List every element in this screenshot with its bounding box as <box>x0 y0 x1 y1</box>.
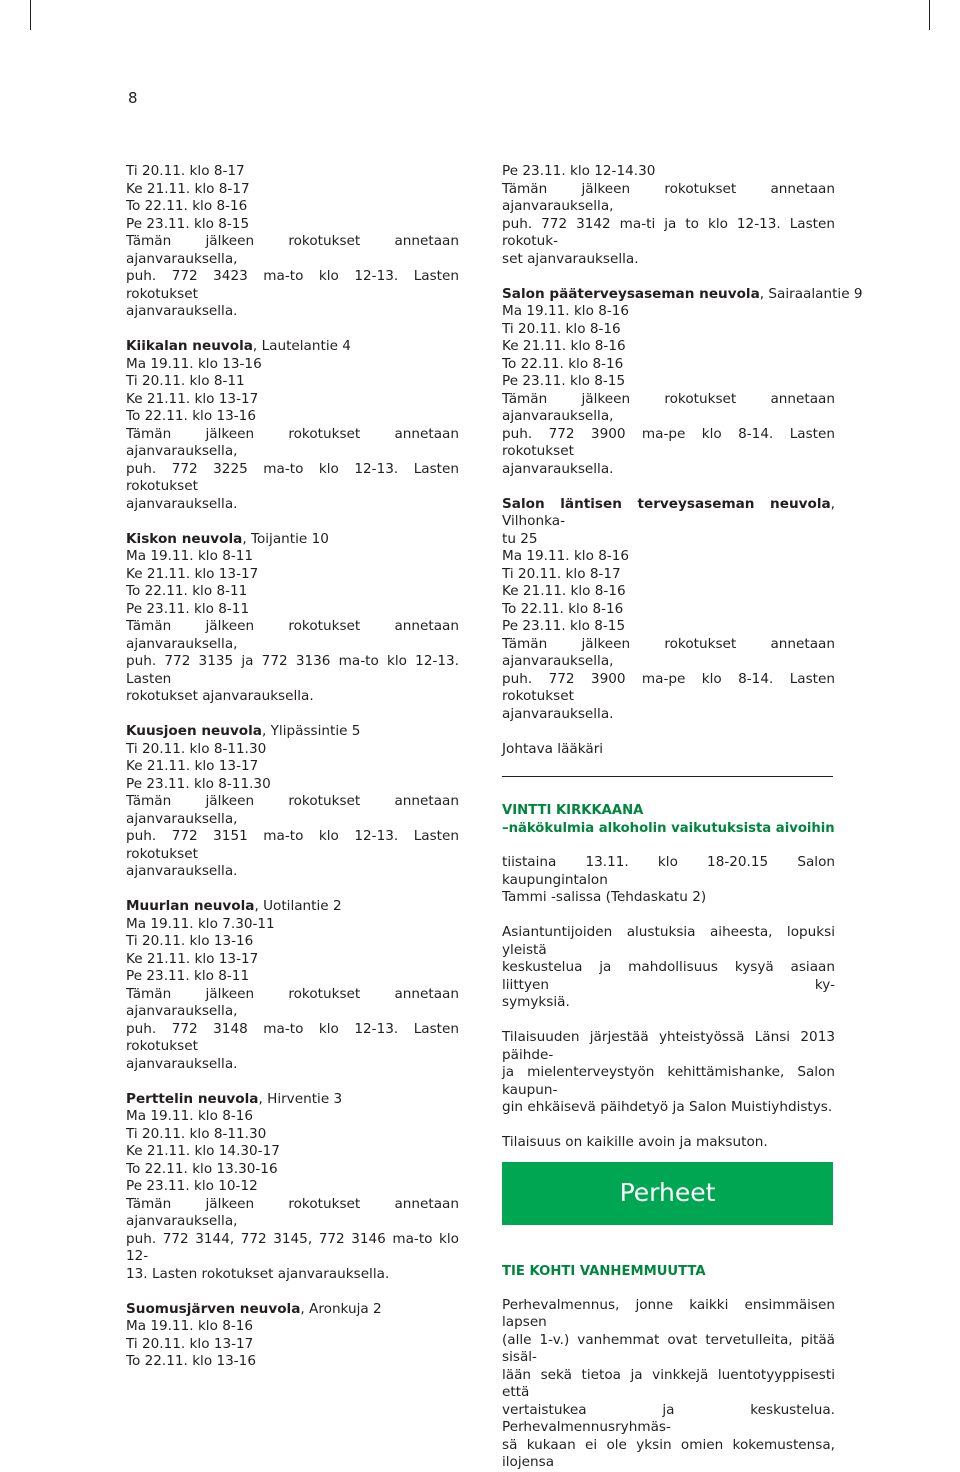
schedule-line: Ke 21.11. klo 13-17 <box>126 758 259 774</box>
paragraph-line: Tilaisuus on kaikille avoin ja maksuton. <box>502 1134 768 1150</box>
crop-mark-top-right <box>929 0 930 30</box>
schedule-line: Ti 20.11. klo 8-11.30 <box>126 1125 267 1142</box>
schedule-line: Ma 19.11. klo 7.30-11 <box>126 915 275 932</box>
clinic-name: Kuusjoen neuvola <box>126 723 262 739</box>
clinic-name: Muurlan neuvola <box>126 898 255 914</box>
schedule-line: Ke 21.11. klo 8-17 <box>126 180 250 197</box>
clinic-name: Kiikalan neuvola <box>126 338 253 354</box>
clinic-heading <box>502 496 835 531</box>
schedule-line: puh. 772 3225 ma-to klo 12-13. Lasten rokotukset <box>126 460 459 494</box>
schedule-line: puh. 772 3423 ma-to klo 12-13. Lasten rokotukset <box>126 268 459 302</box>
schedule-line: Pe 23.11. klo 8-11 <box>126 968 250 984</box>
left-column <box>126 163 459 1388</box>
signature-title: Johtava lääkäri <box>502 740 604 757</box>
schedule-line: puh. 772 3900 ma-pe klo 8-14. Lasten rokotukset <box>502 425 835 459</box>
clinic-address: , Toijantie 10 <box>242 530 329 547</box>
clinic-name: Salon läntisen terveysaseman neuvola <box>502 495 831 512</box>
section-banner: Perheet <box>502 1162 833 1225</box>
paragraph-line: sä kukaan ei ole yksin omien kokemustensa, ilojensa <box>502 1436 835 1470</box>
schedule-block-intro <box>126 163 459 321</box>
schedule-line: Ti 20.11. klo 8-11 <box>126 373 245 389</box>
clinic-address: , Hirventie 3 <box>258 1090 343 1107</box>
schedule-line: Pe 23.11. klo 12-14.30 <box>502 163 656 179</box>
schedule-line: Ti 20.11. klo 13-17 <box>126 1335 254 1352</box>
paragraph-line: (alle 1-v.) vanhemmat ovat tervetulleita, pitää sisäl- <box>502 1331 835 1365</box>
paragraph-line: Perhevalmennus, jonne kaikki ensimmäisen lapsen <box>502 1296 835 1330</box>
schedule-line: Ke 21.11. klo 13-17 <box>126 950 259 967</box>
clinic-salon-lantinen <box>502 496 835 724</box>
schedule-line: Ma 19.11. klo 8-16 <box>502 548 630 564</box>
clinic-address: , Ylipässintie 5 <box>261 723 361 739</box>
clinic-muurla <box>126 898 459 1073</box>
clinic-address-continued: tu 25 <box>502 530 538 547</box>
schedule-line: ajanvarauksella. <box>126 1055 238 1072</box>
schedule-line: Pe 23.11. klo 8-15 <box>502 618 626 634</box>
schedule-line: Tämän jälkeen rokotukset annetaan ajanvarauksella, <box>126 985 459 1019</box>
paragraph-line: Asiantuntijoiden alustuksia aiheesta, lopuksi yleistä <box>502 924 835 958</box>
right-column <box>502 163 863 1472</box>
paragraph-line: Tammi -salissa (Tehdaskatu 2) <box>502 889 707 905</box>
schedule-line: Tämän jälkeen rokotukset annetaan ajanvarauksella, <box>126 793 459 827</box>
paragraph-line: lään sekä tietoa ja vinkkejä luentotyyppisesti että <box>502 1366 835 1400</box>
crop-mark-top-left <box>30 0 31 30</box>
schedule-line: puh. 772 3144, 772 3145, 772 3146 ma-to klo 12- <box>126 1230 459 1264</box>
clinic-name: Kiskon neuvola <box>126 530 243 547</box>
paragraph-line: ja mielenterveystyön kehittämishanke, Salon kaupun- <box>502 1064 835 1098</box>
schedule-line: Ke 21.11. klo 8-16 <box>502 338 626 354</box>
schedule-line: ajanvarauksella. <box>502 705 614 722</box>
schedule-line: puh. 772 3900 ma-pe klo 8-14. Lasten rokotukset <box>502 670 835 704</box>
clinic-name: Perttelin neuvola <box>126 1090 259 1107</box>
schedule-line: set ajanvarauksella. <box>502 250 639 267</box>
schedule-line: Pe 23.11. klo 8-11 <box>126 600 250 617</box>
paragraph-line: tiistaina 13.11. klo 18-20.15 Salon kaupungintalon <box>502 854 835 888</box>
schedule-line: Ma 19.11. klo 8-11 <box>126 548 254 564</box>
schedule-line: Ke 21.11. klo 13-17 <box>126 390 259 407</box>
clinic-heading <box>126 1301 459 1319</box>
schedule-line: Ti 20.11. klo 8-17 <box>126 163 245 179</box>
schedule-line: ajanvarauksella. <box>126 303 238 319</box>
signature-line <box>502 776 833 777</box>
paragraph-line: vertaistukea ja keskustelua. Perhevalmennusryhmäs- <box>502 1401 835 1435</box>
schedule-line: Ti 20.11. klo 8-16 <box>502 320 621 337</box>
event-paragraph <box>502 924 835 1012</box>
schedule-line: Ke 21.11. klo 13-17 <box>126 565 259 582</box>
clinic-address: , Sairaalantie 9 <box>759 285 863 302</box>
schedule-line: ajanvarauksella. <box>126 863 238 879</box>
schedule-line: Ma 19.11. klo 13-16 <box>126 355 262 372</box>
paragraph-line: keskustelua ja mahdollisuus kysyä asiaan liittyen ky- <box>502 959 835 993</box>
schedule-line: puh. 772 3151 ma-to klo 12-13. Lasten rokotukset <box>126 828 459 862</box>
schedule-line: Tämän jälkeen rokotukset annetaan ajanvarauksella, <box>126 1195 459 1229</box>
schedule-line: ajanvarauksella. <box>126 495 238 512</box>
schedule-line: rokotukset ajanvarauksella. <box>126 688 314 704</box>
schedule-line: Tämän jälkeen rokotukset annetaan ajanvarauksella, <box>502 390 835 424</box>
clinic-suomusjarvi <box>126 1301 459 1371</box>
clinic-name: Salon pääterveysaseman neuvola <box>502 285 760 302</box>
schedule-line: To 22.11. klo 13-16 <box>126 408 256 424</box>
section-title: TIE KOHTI VANHEMMUUTTA <box>502 1263 706 1279</box>
schedule-line: Ke 21.11. klo 14.30-17 <box>126 1143 280 1159</box>
schedule-line: To 22.11. klo 13-16 <box>126 1353 256 1369</box>
page-number: 8 <box>128 89 138 107</box>
schedule-line: Ti 20.11. klo 8-11.30 <box>126 740 267 757</box>
schedule-line: Tämän jälkeen rokotukset annetaan ajanvarauksella, <box>126 425 459 459</box>
clinic-address: , Vilhonka- <box>502 495 835 529</box>
schedule-line: To 22.11. klo 13.30-16 <box>126 1160 278 1177</box>
schedule-line: Tämän jälkeen rokotukset annetaan ajanvarauksella, <box>502 180 835 214</box>
event-paragraph <box>502 1029 835 1117</box>
schedule-line: Pe 23.11. klo 10-12 <box>126 1178 258 1194</box>
schedule-line: puh. 772 3148 ma-to klo 12-13. Lasten rokotukset <box>126 1020 459 1054</box>
schedule-line: Ti 20.11. klo 8-17 <box>502 565 621 582</box>
clinic-heading <box>502 285 863 304</box>
schedule-line: puh. 772 3142 ma-ti ja to klo 12-13. Lasten rokotuk- <box>502 215 835 249</box>
clinic-heading <box>126 898 459 916</box>
schedule-line: ajanvarauksella. <box>502 460 614 477</box>
schedule-line: Pe 23.11. klo 8-15 <box>126 215 250 232</box>
clinic-pertteli <box>126 1091 459 1284</box>
clinic-address: , Aronkuja 2 <box>300 1300 382 1317</box>
clinic-address: , Lautelantie 4 <box>252 338 351 354</box>
schedule-line: Ma 19.11. klo 8-16 <box>126 1318 254 1334</box>
schedule-line: puh. 772 3135 ja 772 3136 ma-to klo 12-13. Lasten <box>126 653 459 687</box>
schedule-line: 13. Lasten rokotukset ajanvarauksella. <box>126 1265 390 1282</box>
schedule-line: Ti 20.11. klo 13-16 <box>126 933 254 949</box>
paragraph-line: Tilaisuuden järjestää yhteistyössä Länsi 2013 päihde- <box>502 1029 835 1063</box>
clinic-heading <box>126 338 459 356</box>
paragraph-line: gin ehkäisevä päihdetyö ja Salon Muistiyhdistys. <box>502 1099 833 1115</box>
schedule-line: Ke 21.11. klo 8-16 <box>502 583 626 599</box>
clinic-salon-paaterveysasema <box>502 285 863 479</box>
clinic-heading <box>126 531 459 549</box>
schedule-line: Tämän jälkeen rokotukset annetaan ajanvarauksella, <box>126 233 459 267</box>
schedule-block-continued <box>502 163 835 268</box>
schedule-line: Tämän jälkeen rokotukset annetaan ajanvarauksella, <box>126 618 459 652</box>
clinic-kisko <box>126 531 459 706</box>
schedule-line: Tämän jälkeen rokotukset annetaan ajanvarauksella, <box>502 635 835 669</box>
clinic-kuusjoki <box>126 723 459 881</box>
event-title: VINTTI KIRKKAANA <box>502 803 644 818</box>
schedule-line: To 22.11. klo 8-16 <box>502 355 624 372</box>
schedule-line: Pe 23.11. klo 8-11.30 <box>126 775 271 792</box>
schedule-line: Ma 19.11. klo 8-16 <box>126 1108 254 1124</box>
schedule-line: To 22.11. klo 8-16 <box>126 198 248 214</box>
clinic-heading <box>126 723 459 741</box>
clinic-address: , Uotilantie 2 <box>254 898 342 914</box>
event-subtitle: –näkökulmia alkoholin vaikutuksista aivoihin <box>502 821 835 836</box>
clinic-heading <box>126 1091 459 1109</box>
schedule-line: To 22.11. klo 8-16 <box>502 600 624 617</box>
schedule-line: Pe 23.11. klo 8-15 <box>502 373 626 389</box>
schedule-line: To 22.11. klo 8-11 <box>126 583 248 599</box>
schedule-line: Ma 19.11. klo 8-16 <box>502 303 630 319</box>
clinic-name: Suomusjärven neuvola <box>126 1300 301 1317</box>
event-paragraph <box>502 854 835 907</box>
clinic-kiikala <box>126 338 459 513</box>
section-paragraph <box>502 1297 835 1472</box>
event-paragraph <box>502 1134 835 1152</box>
paragraph-line: symyksiä. <box>502 994 570 1010</box>
